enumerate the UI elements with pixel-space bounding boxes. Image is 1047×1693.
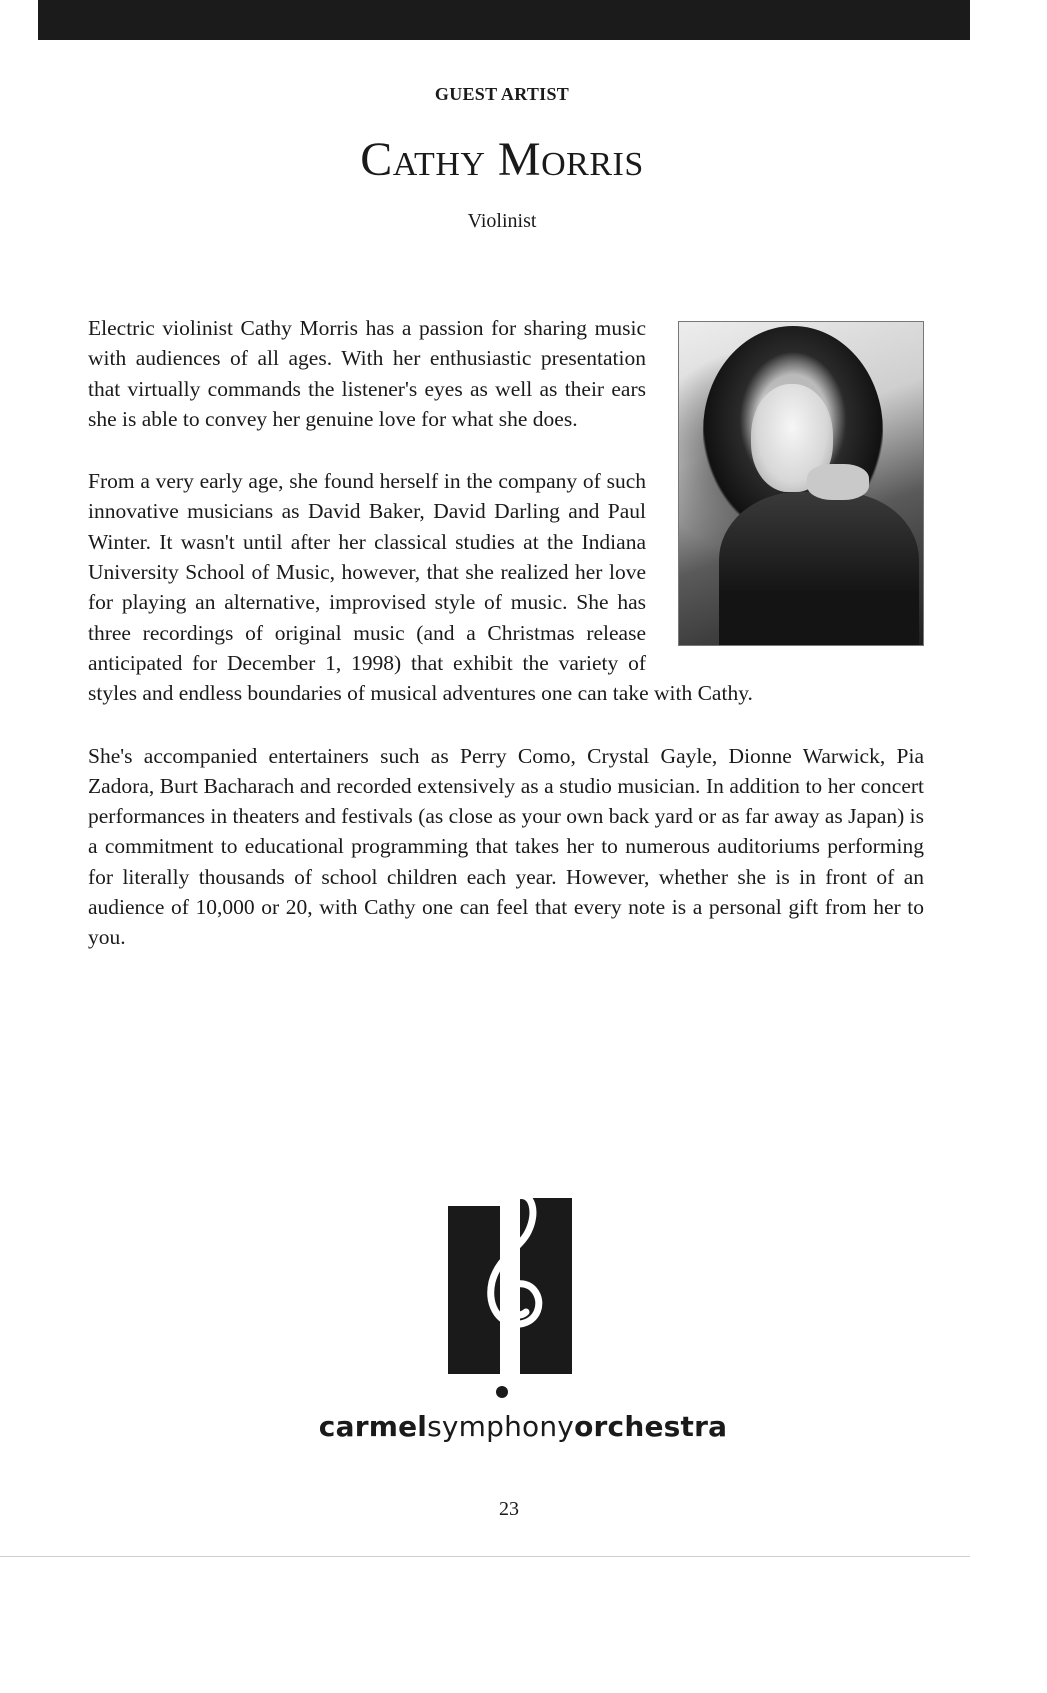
artist-photo: [678, 321, 924, 646]
logo-word-symphony: symphony: [427, 1410, 575, 1443]
photo-hand: [807, 464, 869, 500]
bottom-rule: [0, 1556, 970, 1557]
treble-clef-logo-icon: [440, 1188, 580, 1400]
orchestra-logo-wordmark: [0, 1410, 1046, 1443]
photo-body: [719, 492, 919, 646]
bio-paragraph-2: From a very early age, she found herself in the company of such innovative musicians as David Baker, David Darling and Paul Winter. It wasn't until after her classical studies at the Indiana University School of Music, however, that she realized her love for playing an alternative, improvised style of music. She has three recordings of original music (and a Christmas release anticipated for December 1, 1998) that exhibit the variety of styles and endless boundaries of musical adventures one can take with Cathy.: [88, 469, 753, 706]
top-bar: [38, 0, 970, 40]
artist-bio: [88, 313, 924, 985]
clef-dot: [496, 1386, 508, 1398]
logo-word-orchestra: orchestra: [574, 1410, 728, 1443]
page-number: 23: [499, 1498, 519, 1520]
bio-paragraph-3: She's accompanied entertainers such as Perry Como, Crystal Gayle, Dionne Warwick, Pia Zadora, Burt Bacharach and recorded extensively as a studio musician. In addition to her concert performances in theaters and festivals (as close as your own back yard or as far away as Japan) is a commitment to educational programming that takes her to numerous auditoriums performing for literally thousands of school children each year. However, whether she is in front of an audience of 10,000 or 20, with Cathy one can feel that every note is a personal gift from her to you.: [88, 743, 924, 950]
bio-paragraph-1: [88, 313, 924, 434]
artist-name: Cathy Morris: [360, 133, 644, 186]
artist-role: Violinist: [467, 210, 537, 232]
bio-paragraph-1-text: Electric violinist Cathy Morris has a passion for sharing music with audiences of all ages. With her enthusiastic presentation that virtually commands the listener's eyes as well as their ears she is able to convey her genuine love for what she does.: [88, 316, 646, 431]
section-label: GUEST ARTIST: [434, 84, 570, 104]
logo-word-carmel: carmel: [318, 1410, 428, 1443]
